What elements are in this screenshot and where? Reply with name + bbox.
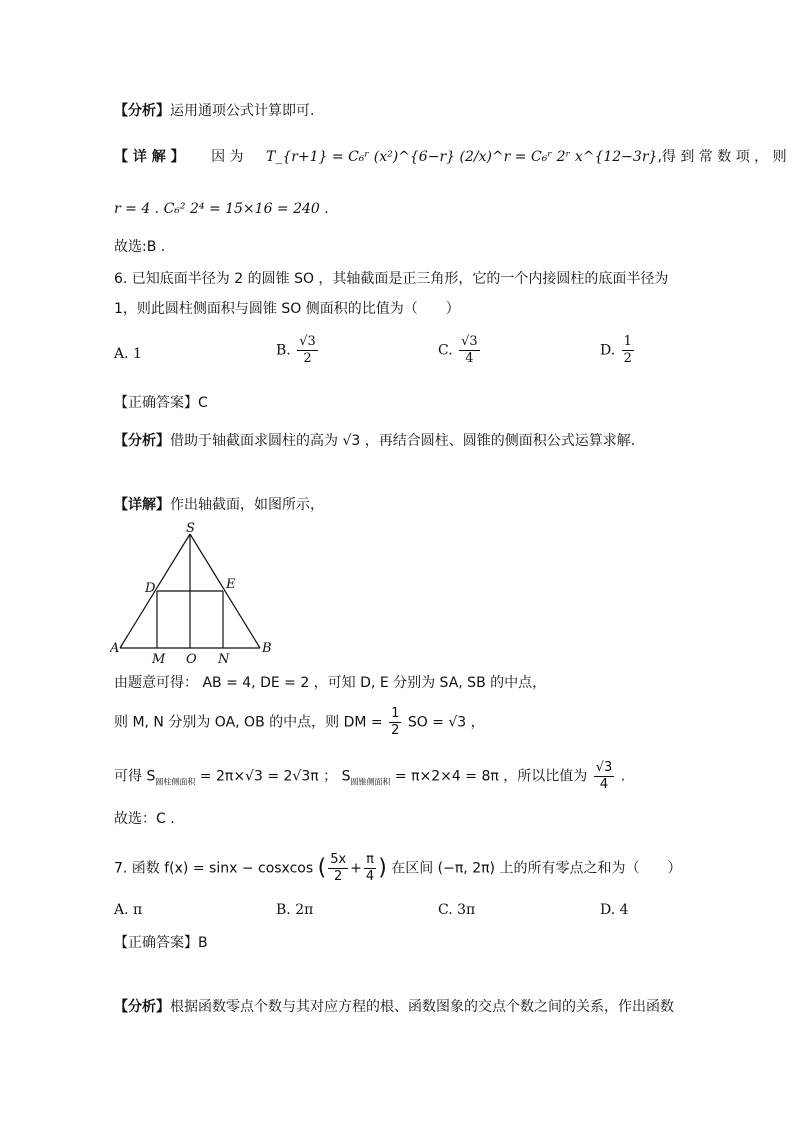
subscript: 圆锥侧面积	[350, 777, 391, 787]
option-denominator: 2	[623, 351, 632, 366]
q6-solution-line-1: 由题意可得： AB = 4, DE = 2 ，可知 D, E 分别为 SA, SB 的中点，	[114, 675, 547, 691]
q6-option-a	[114, 346, 142, 362]
q5-analysis	[114, 100, 314, 122]
solution-text: SO = √3 ，	[407, 714, 485, 731]
fraction-denominator: 2	[334, 869, 343, 884]
right-paren: )	[378, 855, 387, 881]
q6-option-b	[276, 334, 320, 367]
analysis-tag: 【分析】	[114, 103, 170, 119]
label-s: S	[186, 522, 195, 536]
option-numerator: √3	[299, 334, 316, 349]
fraction-denominator: 4	[365, 869, 375, 884]
label-a: A	[110, 641, 120, 656]
label-m: M	[152, 652, 166, 667]
q6-stem-line-1: 6. 已知底面半径为 2 的圆锥 SO ，其轴截面是正三角形，它的一个内接圆柱的底面半径为	[114, 271, 669, 287]
q6-solution-line-2	[114, 706, 485, 739]
binomial-general-term-formula: T_{r+1} = C₆ʳ (x²)^{6−r} (2/x)^r = C₆ʳ 2ʳ x^{12−3r}	[265, 149, 658, 165]
option-label: B.	[276, 342, 291, 359]
analysis-text: 运用通项公式计算即可.	[170, 103, 315, 119]
subscript: 圆柱侧面积	[155, 777, 196, 787]
option-denominator: 2	[303, 351, 312, 366]
q6-stem-line-2: 1，则此圆柱侧面积与圆锥 SO 侧面积的比值为（ ）	[114, 301, 460, 317]
label-b: B	[262, 641, 272, 656]
detail-tag: 【详解】	[114, 497, 170, 513]
option-numerator: √3	[461, 334, 478, 349]
option-label: C.	[438, 342, 453, 359]
left-paren: (	[317, 855, 327, 881]
fraction-numerator: √3	[595, 760, 613, 775]
stem-text: 7. 函数 f(x) = sinx − cosxcos	[114, 860, 314, 877]
q7-stem	[114, 852, 681, 885]
option-numerator: 1	[623, 334, 632, 349]
option-label: A. 1	[114, 346, 142, 362]
label-o: O	[186, 652, 197, 667]
q6-option-c	[438, 334, 482, 367]
q7-option-b: B. 2π	[276, 902, 314, 918]
fraction-numerator: 5x	[330, 852, 347, 867]
fraction-numerator: π	[366, 852, 374, 867]
label-n: N	[218, 652, 230, 667]
solution-text: 则 M, N 分别为 OA, OB 的中点，则 DM =	[114, 714, 383, 731]
detail-text: 因 为	[211, 149, 244, 165]
label-e: E	[226, 577, 236, 592]
stem-text: 在区间 (−π, 2π) 上的所有零点之和为（ ）	[391, 860, 682, 877]
axial-section-figure	[110, 522, 280, 672]
fraction-denominator: 4	[599, 777, 609, 792]
q7-option-c: C. 3π	[438, 902, 476, 918]
q7-answer: 【正确答案】B	[114, 935, 208, 951]
solution-text: = π×2×4 = 8π ，所以比值为	[394, 768, 588, 785]
solution-text: 可得 S	[114, 768, 156, 785]
detail-text: 作出轴截面，如图所示，	[170, 497, 324, 513]
analysis-tag: 【分析】	[114, 433, 170, 449]
analysis-text: 根据函数零点个数与其对应方程的根、函数图象的交点个数之间的关系，作出函数	[170, 999, 674, 1015]
q6-conclusion: 故选：C .	[114, 811, 175, 827]
analysis-text: 借助于轴截面求圆柱的高为 √3 ，再结合圆柱、圆锥的侧面积公式运算求解.	[170, 433, 636, 449]
analysis-tag: 【分析】	[114, 999, 170, 1015]
plus-sign: +	[350, 860, 362, 877]
q6-option-d	[600, 334, 636, 367]
solution-text: = 2π×√3 = 2√3π ； S	[199, 768, 351, 785]
q7-option-d: D. 4	[600, 902, 629, 918]
q6-solution-line-3	[114, 760, 625, 793]
q5-detail	[114, 146, 787, 168]
q7-analysis	[114, 996, 674, 1018]
q5-conclusion: 故选:B .	[114, 239, 166, 255]
solution-text: .	[620, 768, 626, 785]
label-d: D	[145, 581, 156, 596]
detail-text-2: ,得 到 常 数 项 ， 则	[657, 149, 787, 165]
fraction-denominator: 2	[391, 723, 400, 738]
q5-detail-line-2: r = 4 . C₆² 2⁴ = 15×16 = 240 .	[114, 201, 329, 217]
q6-answer: 【正确答案】C	[114, 395, 208, 411]
detail-tag: 【 详 解 】	[114, 149, 185, 165]
option-denominator: 4	[465, 351, 474, 366]
option-label: D.	[600, 342, 616, 359]
q7-option-a: A. π	[114, 902, 143, 918]
fraction-numerator: 1	[391, 706, 400, 721]
q6-analysis	[114, 430, 635, 452]
q6-detail	[114, 494, 324, 516]
